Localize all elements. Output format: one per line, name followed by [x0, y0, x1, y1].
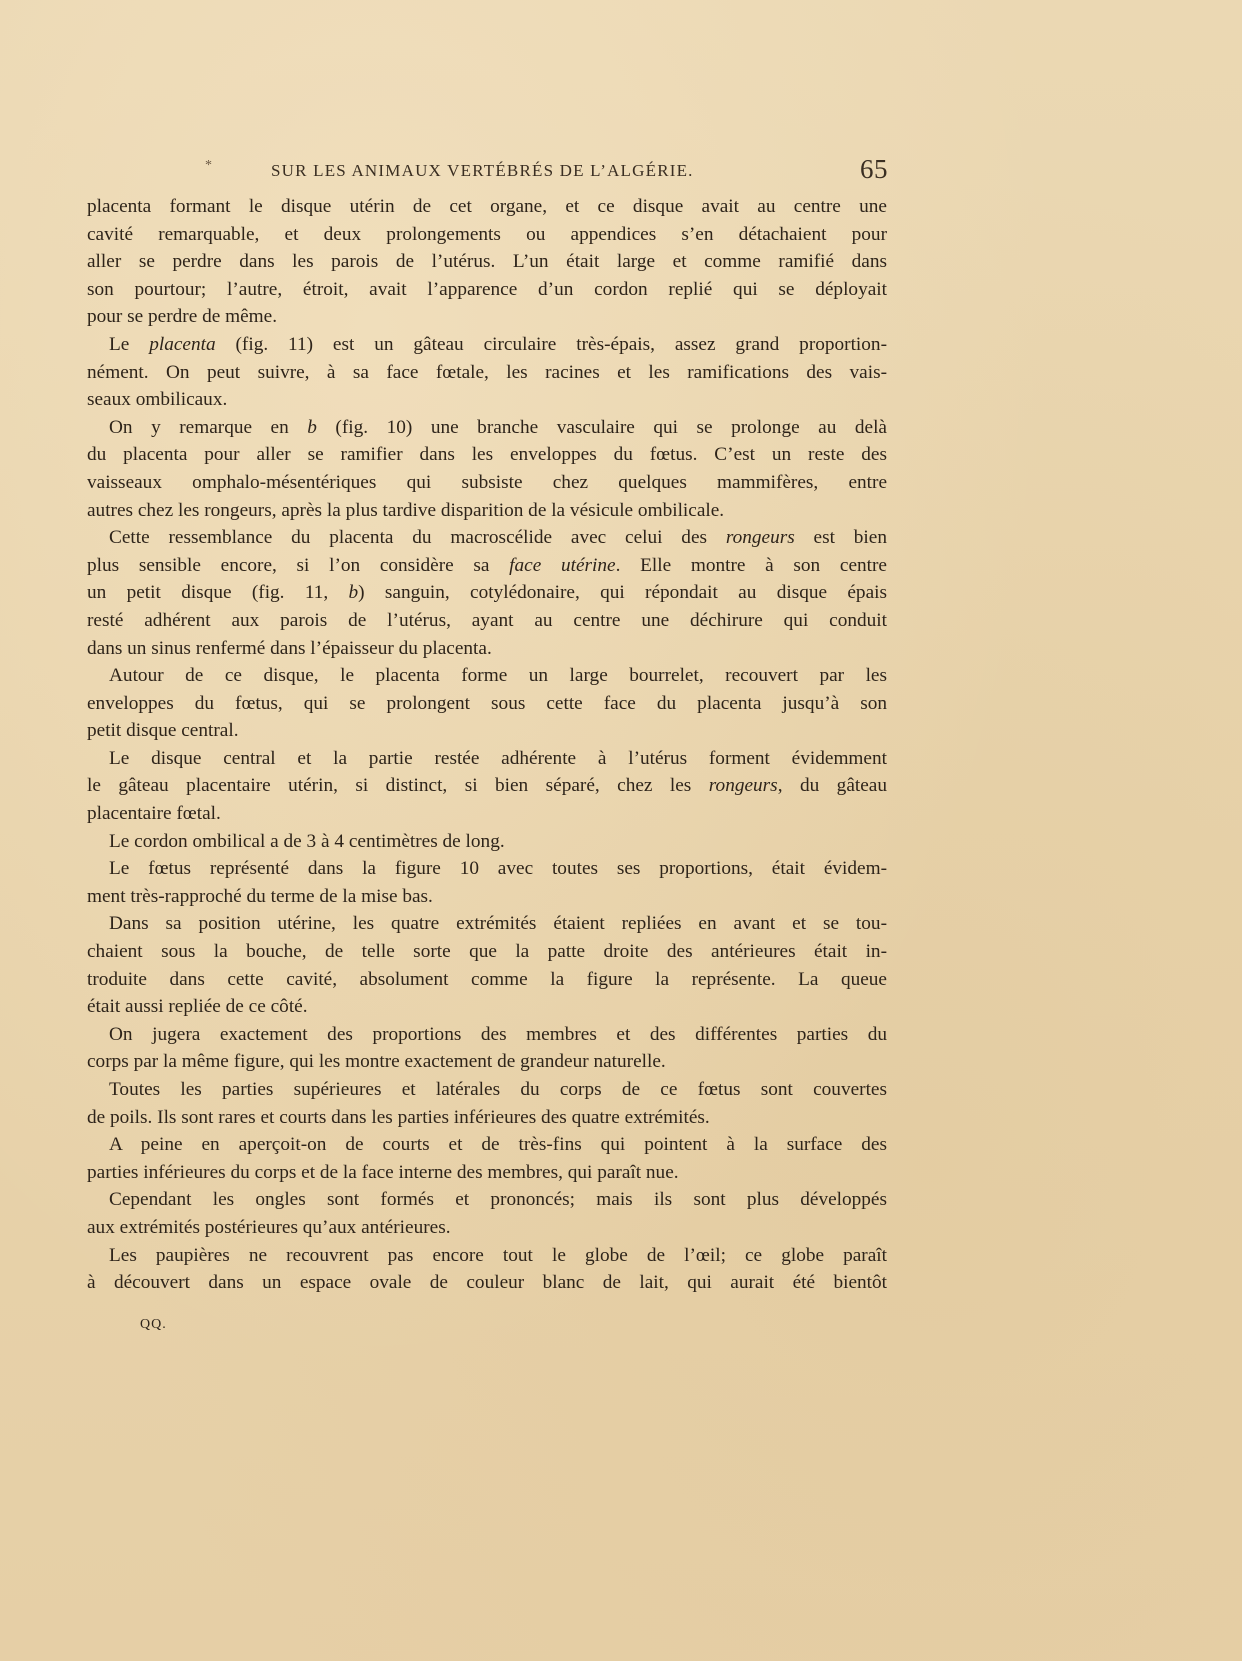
text-line [87, 966, 887, 994]
line-text: ) sanguin, cotylédonaire, qui répondait au disque épais [358, 582, 887, 604]
line-text: Le [109, 333, 150, 355]
italic-term: rongeurs [725, 527, 795, 549]
text-line [87, 1021, 887, 1049]
text-line [87, 938, 887, 966]
running-header [205, 154, 888, 188]
text-line [87, 579, 887, 607]
body-text [87, 193, 887, 1297]
text-line [87, 772, 887, 800]
line-text: du placenta pour aller se ramifier dans les enveloppes du fœtus. C’est un reste des [87, 444, 887, 466]
text-line [87, 248, 887, 276]
text-line [87, 745, 887, 773]
line-text: resté adhérent aux parois de l’utérus, ayant au centre une déchirure qui conduit [87, 609, 887, 631]
line-text: autres chez les rongeurs, après la plus tardive disparition de la vésicule ombilicale. [87, 499, 725, 521]
line-text: parties inférieures du corps et de la face interne des membres, qui paraît nue. [87, 1161, 679, 1183]
line-text: (fig. 11) est un gâteau circulaire très-épais, assez grand proportion- [215, 333, 887, 355]
line-text: On jugera exactement des proportions des membres et des différentes parties du [109, 1023, 887, 1045]
line-text: son pourtour; l’autre, étroit, avait l’apparence d’un cordon replié qui se déployait [87, 278, 887, 300]
line-text: placenta formant le disque utérin de cet organe, et ce disque avait au centre une [87, 196, 887, 217]
line-text: On y remarque en [109, 416, 308, 438]
text-line [87, 910, 887, 938]
line-text: . Elle montre à son centre [615, 554, 887, 576]
line-text: était aussi repliée de ce côté. [87, 996, 308, 1018]
line-text: aux extrémités postérieures qu’aux antérieures. [87, 1216, 451, 1238]
line-text: chaient sous la bouche, de telle sorte que la patte droite des antérieures était in- [87, 941, 887, 963]
line-text: plus sensible encore, si l’on considère sa [87, 554, 510, 576]
line-text: enveloppes du fœtus, qui se prolongent sous cette face du placenta jusqu’à son [87, 692, 887, 714]
text-line [87, 524, 887, 552]
line-text: Les paupières ne recouvrent pas encore tout le globe de l’œil; ce globe paraît [109, 1244, 887, 1266]
italic-term: b [307, 416, 317, 438]
line-text: seaux ombilicaux. [87, 389, 228, 411]
line-text: à découvert dans un espace ovale de couleur blanc de lait, qui aurait été bientôt [87, 1272, 887, 1294]
text-line [87, 386, 887, 414]
text-line [87, 193, 887, 221]
line-text: Le cordon ombilical a de 3 à 4 centimètres de long. [109, 830, 505, 852]
text-line [87, 1242, 887, 1270]
text-line [87, 1214, 887, 1242]
text-line [87, 800, 887, 828]
text-line [87, 1076, 887, 1104]
text-line [87, 855, 887, 883]
text-line [87, 497, 887, 525]
signature-mark: QQ. [140, 1317, 167, 1332]
text-line [87, 828, 887, 856]
text-line [87, 1269, 887, 1297]
line-text: nément. On peut suivre, à sa face fœtale, les racines et les ramifications des vais- [87, 361, 887, 383]
text-line [87, 221, 887, 249]
text-line [87, 607, 887, 635]
line-text: Le disque central et la partie restée adhérente à l’utérus forment évidemment [109, 747, 887, 769]
text-line [87, 1048, 887, 1076]
line-text: vaisseaux omphalo-mésentériques qui subsiste chez quelques mammifères, entre [87, 471, 887, 493]
text-line [87, 414, 887, 442]
line-text: , du gâteau [777, 775, 887, 797]
text-line [87, 469, 887, 497]
line-text: un petit disque (fig. 11, [87, 582, 349, 604]
text-line [87, 331, 887, 359]
text-line [87, 1131, 887, 1159]
line-text: Dans sa position utérine, les quatre extrémités étaient repliées en avant et se tou- [109, 913, 887, 935]
text-line [87, 303, 887, 331]
text-line [87, 993, 887, 1021]
line-text: Cette ressemblance du placenta du macroscélide avec celui des [109, 527, 726, 549]
line-text: ment très-rapproché du terme de la mise bas. [87, 885, 433, 907]
line-text: corps par la même figure, qui les montre exactement de grandeur naturelle. [87, 1051, 666, 1073]
line-text: Autour de ce disque, le placenta forme un large bourrelet, recouvert par les [109, 665, 887, 687]
line-text: le gâteau placentaire utérin, si distinct, si bien séparé, chez les [87, 775, 709, 797]
text-line [87, 883, 887, 911]
line-text: cavité remarquable, et deux prolongements ou appendices s’en détachaient pour [87, 223, 887, 245]
line-text: (fig. 10) une branche vasculaire qui se prolonge au delà [316, 416, 887, 438]
text-line [87, 717, 887, 745]
running-title: SUR LES ANIMAUX VERTÉBRÉS DE L’ALGÉRIE. [271, 161, 694, 180]
line-text: placentaire fœtal. [87, 803, 221, 825]
text-line [87, 1159, 887, 1187]
page-number: 65 [860, 154, 888, 184]
text-line [87, 1104, 887, 1132]
text-line [87, 690, 887, 718]
italic-term: placenta [149, 333, 216, 355]
line-text: est bien [794, 527, 887, 549]
line-text: Toutes les parties supérieures et latérales du corps de ce fœtus sont couvertes [109, 1079, 887, 1100]
line-text: aller se perdre dans les parois de l’utérus. L’un était large et comme ramifié dans [87, 251, 887, 273]
header-mark: * [205, 158, 212, 173]
line-text: de poils. Ils sont rares et courts dans les parties inférieures des quatre extrémités. [87, 1106, 710, 1128]
line-text: A peine en aperçoit-on de courts et de très-fins qui pointent à la surface des [109, 1134, 887, 1156]
text-line [87, 635, 887, 663]
italic-term: rongeurs [708, 775, 778, 797]
text-line [87, 441, 887, 469]
line-text: troduite dans cette cavité, absolument comme la figure la représente. La queue [87, 968, 887, 990]
text-line [87, 276, 887, 304]
text-line [87, 662, 887, 690]
text-line [87, 552, 887, 580]
line-text: dans un sinus renfermé dans l’épaisseur du placenta. [87, 637, 492, 659]
italic-term: b [348, 582, 359, 604]
text-line [87, 1186, 887, 1214]
line-text: pour se perdre de même. [87, 306, 278, 328]
line-text: petit disque central. [87, 720, 239, 742]
line-text: Le fœtus représenté dans la figure 10 avec toutes ses proportions, était évidem- [109, 858, 887, 880]
italic-term: face utérine [509, 554, 616, 576]
text-line [87, 359, 887, 387]
line-text: Cependant les ongles sont formés et prononcés; mais ils sont plus développés [109, 1189, 887, 1211]
